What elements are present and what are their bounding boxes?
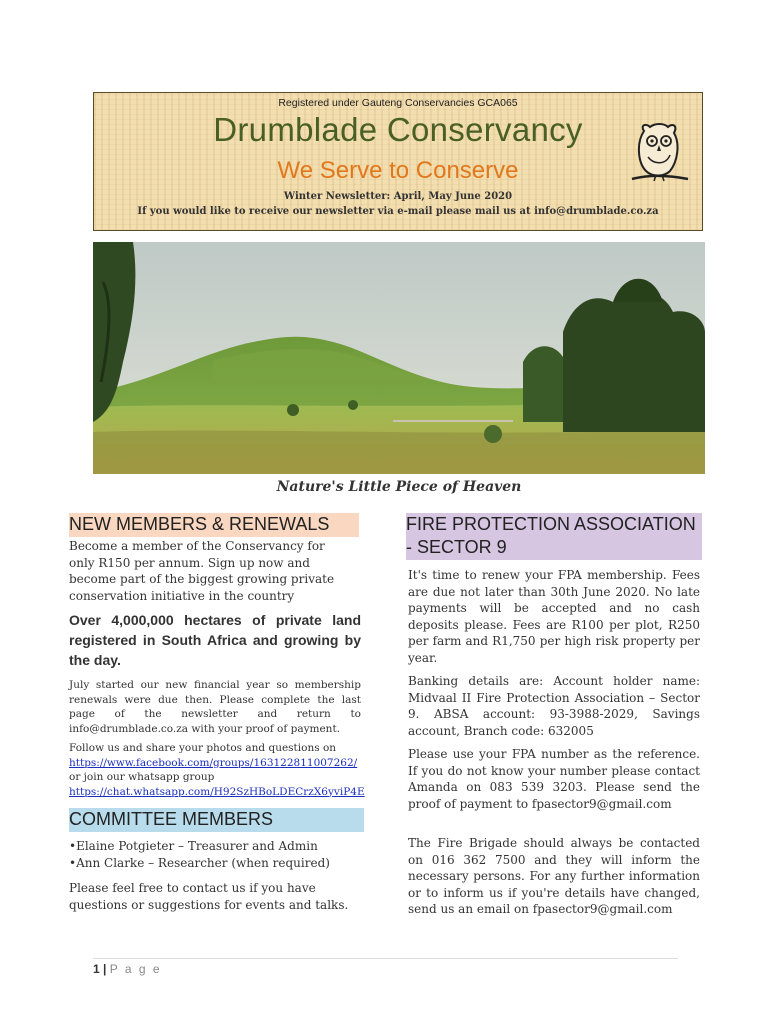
committee-list <box>69 838 364 872</box>
banking-details-paragraph: Banking details are: Account holder name: Midvaal II Fire Protection Association – Sector 9. ABSA account: 93-3988-2029, Savings account, Branch code: 632005 <box>408 674 700 738</box>
info-email: info@drumblade.co.za <box>69 722 189 735</box>
subscribe-note: If you would like to receive our newsletter via e-mail please mail us at info@drumblade.co.za <box>137 206 659 217</box>
committee-heading-text: COMMITTEE MEMBERS <box>69 809 274 829</box>
whatsapp-link[interactable]: https://chat.whatsapp.com/H92SzHBoLDECrzX6yviP4E <box>69 785 365 798</box>
committee-member: • Ann Clarke – Researcher (when required) <box>69 855 364 872</box>
contact-paragraph: Please feel free to contact us if you have questions or suggestions for events and talks. <box>69 881 349 912</box>
facebook-link[interactable]: https://www.facebook.com/groups/163122811007262/ <box>69 756 358 769</box>
page-label: P a g e <box>109 962 162 976</box>
newsletter-edition: Winter Newsletter: April, May June 2020 <box>283 191 513 202</box>
renewals-tail: with your proof of payment. <box>188 722 340 735</box>
committee-member: • Elaine Potgieter – Treasurer and Admin <box>69 838 364 855</box>
hectares-paragraph: Over 4,000,000 hectares of private land registered in South Africa and growing by the day. <box>69 612 361 668</box>
footer-separator: | <box>103 962 107 976</box>
tagline: We Serve to Conserve <box>277 157 519 184</box>
fire-brigade-paragraph: The Fire Brigade should always be contacted on 016 362 7500 and they will inform the necessary persons. For any further information or to inform us if you're details have changed, send us an email on fpasector9@gmail.com <box>408 836 700 916</box>
fpa-heading <box>406 513 702 560</box>
page-footer <box>93 962 162 976</box>
landscape-photo <box>93 242 705 474</box>
newsletter-title: Drumblade Conservancy <box>213 111 583 148</box>
members-heading-text: NEW MEMBERS & RENEWALS <box>69 514 330 534</box>
registration-note: Registered under Gauteng Conservancies GCA065 <box>278 97 518 109</box>
whatsapp-text: or join our whatsapp group <box>69 771 215 783</box>
fpa-renewal-paragraph: It's time to renew your FPA membership. Fees are due not later than 30th June 2020. No late payments will be accepted and no cash deposits please. Fees are R100 per plot, R250 per farm and R1,750 per high risk property per year. <box>408 568 700 665</box>
renewals-paragraph <box>69 678 361 736</box>
members-heading <box>69 513 359 537</box>
renewals-text: July started our new financial year so membership renewals were due then. Please complete the last page of the newsletter and return to <box>69 679 361 720</box>
committee-heading <box>69 808 364 832</box>
fpa-heading-text: FIRE PROTECTION ASSOCIATION - SECTOR 9 <box>406 514 696 557</box>
footer-divider <box>93 958 678 959</box>
header-banner <box>93 92 703 231</box>
photo-caption: Nature's Little Piece of Heaven <box>276 479 522 495</box>
follow-paragraph <box>69 741 364 799</box>
owl-logo-icon <box>622 121 692 187</box>
page-number: 1 <box>93 962 100 976</box>
membership-paragraph: Become a member of the Conservancy for only R150 per annum. Sign up now and become part of the biggest growing private conservation initiative in the country <box>69 539 335 603</box>
follow-text: Follow us and share your photos and questions on <box>69 742 337 754</box>
landscape-illustration <box>93 242 705 474</box>
reference-paragraph: Please use your FPA number as the reference. If you do not know your number please contact Amanda on 083 539 3203. Please send the proof of payment to fpasector9@gmail.com <box>408 747 700 811</box>
